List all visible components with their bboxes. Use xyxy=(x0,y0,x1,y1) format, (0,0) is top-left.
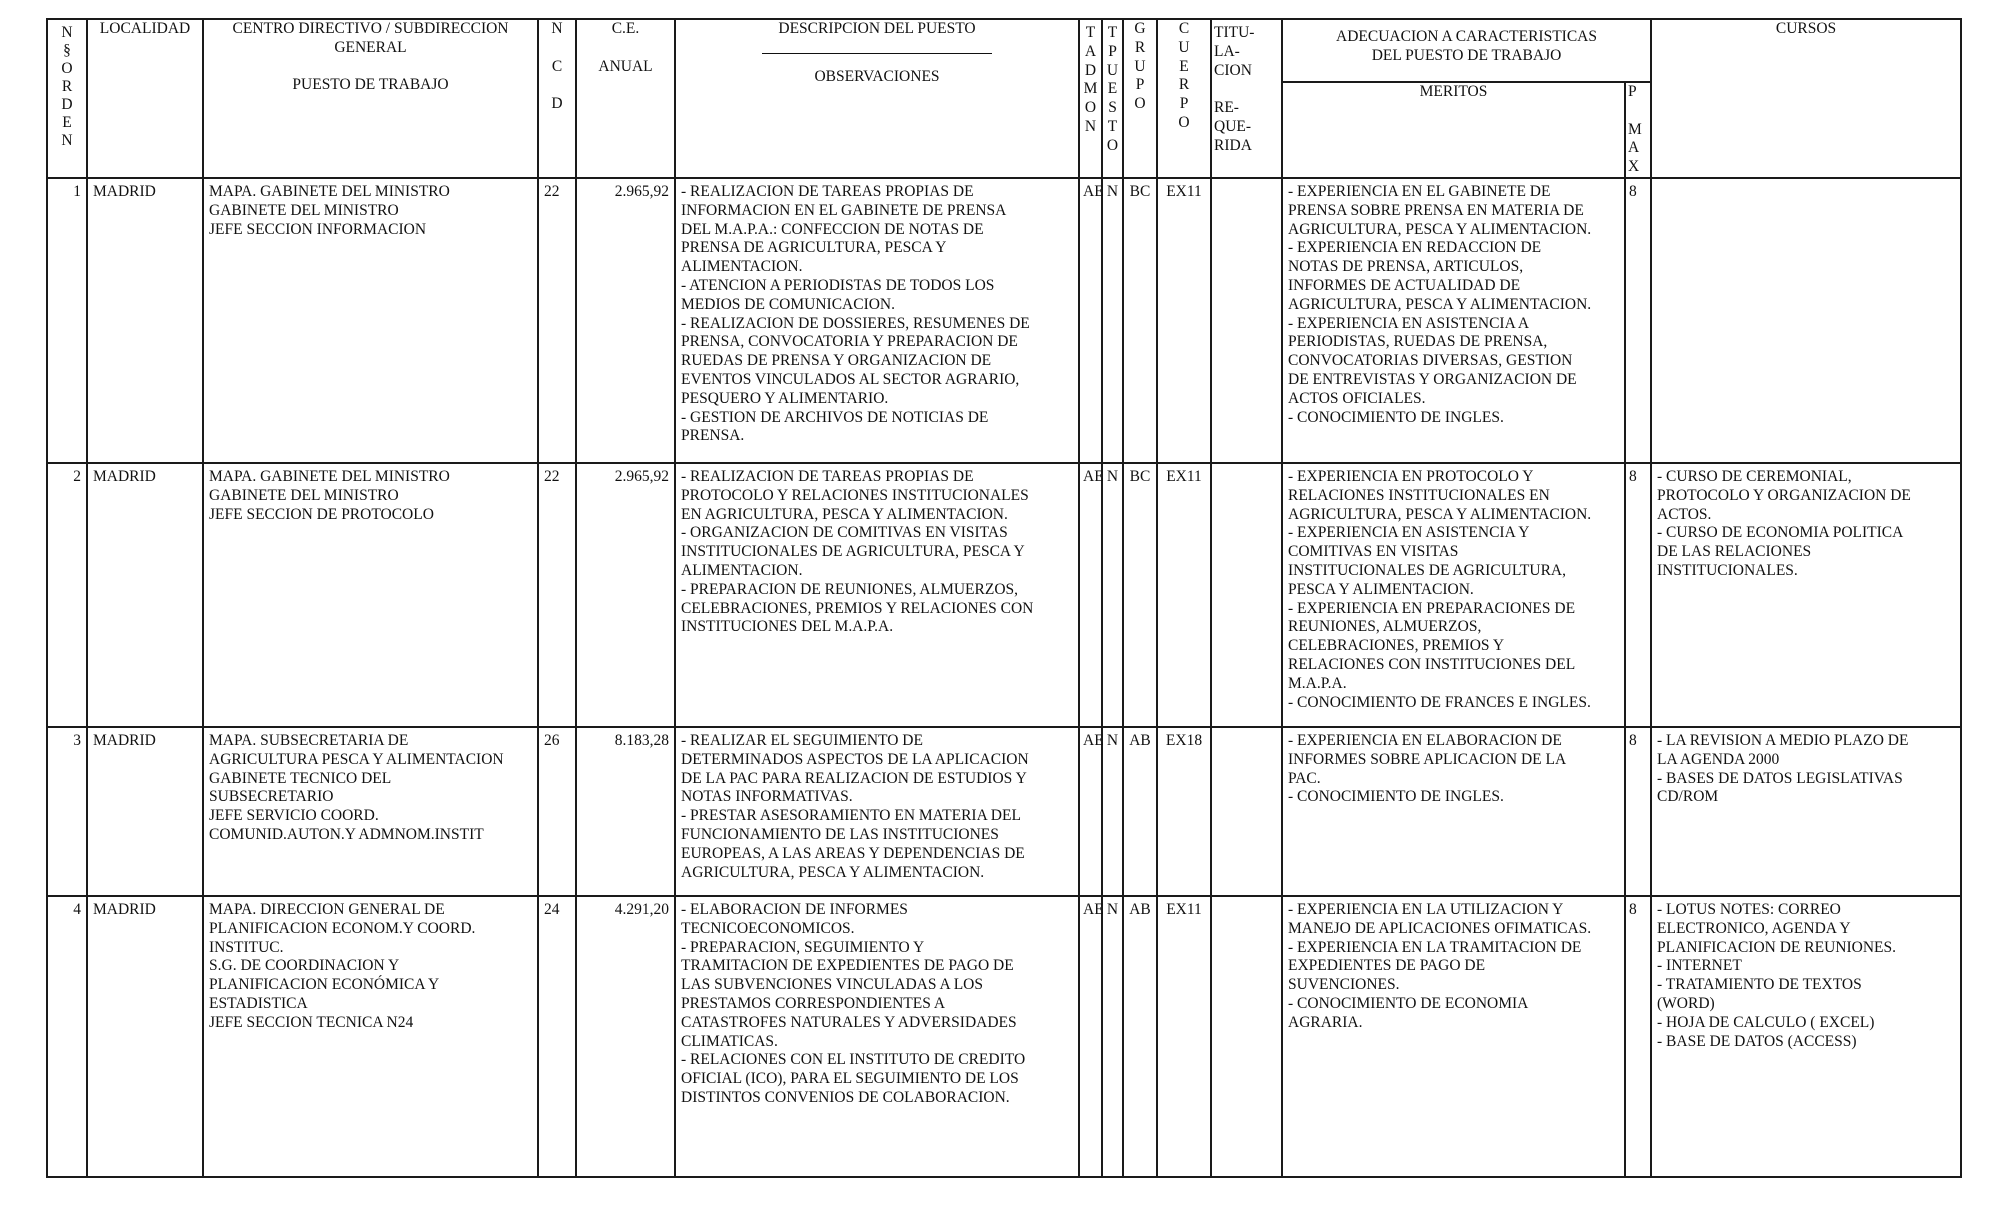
table-row xyxy=(47,896,1961,1177)
header-meritos-text: MERITOS xyxy=(1419,83,1488,100)
header-observaciones-text: OBSERVACIONES xyxy=(814,67,940,85)
row-num-text: 1 xyxy=(73,183,81,200)
row-meritos: - EXPERIENCIA EN LA UTILIZACION Y MANEJO DE APLICACIONES OFIMATICAS. - EXPERIENCIA EN LA TRAMITACION DE EXPEDIENTES DE PAGO DE SUVENCIONES. - CONOCIMIENTO DE ECONOMIA AGRARIA. xyxy=(1282,896,1625,1177)
row-centro: MAPA. SUBSECRETARIA DE AGRICULTURA PESCA Y ALIMENTACION GABINETE TECNICO DEL SUBSECRETARIO JEFE SERVICIO COORD. COMUNID.AUTON.Y ADMNOM.INSTIT xyxy=(203,727,538,896)
header-cursos xyxy=(1651,19,1961,178)
row-num-text: 3 xyxy=(73,732,81,749)
row-localidad xyxy=(87,896,203,1177)
row-ncd xyxy=(538,463,576,727)
header-cuerpo-text: C U E R P O xyxy=(1178,20,1190,131)
header-ncd xyxy=(538,19,576,178)
row-cursos: - LA REVISION A MEDIO PLAZO DE LA AGENDA 2000 - BASES DE DATOS LEGISLATIVAS CD/ROM xyxy=(1651,727,1961,896)
row-ce-text: 8.183,28 xyxy=(614,732,669,749)
row-ncd xyxy=(538,727,576,896)
row-grupo: BC xyxy=(1123,463,1157,727)
header-t-puesto xyxy=(1102,19,1123,178)
row-t-admon: AE xyxy=(1079,727,1102,896)
row-ncd-text: 26 xyxy=(544,732,560,749)
row-titulacion xyxy=(1211,463,1282,727)
row-cuerpo: EX11 xyxy=(1157,896,1211,1177)
row-t-puesto: N xyxy=(1102,463,1123,727)
header-t-admon-text: T A D M O N xyxy=(1083,24,1098,135)
row-t-admon: AE xyxy=(1079,896,1102,1177)
header-descripcion-divider xyxy=(762,53,992,54)
row-t-admon: AE xyxy=(1079,463,1102,727)
row-localidad xyxy=(87,727,203,896)
row-ce xyxy=(576,896,675,1177)
header-meritos xyxy=(1282,82,1625,178)
row-localidad xyxy=(87,463,203,727)
header-grupo xyxy=(1123,19,1157,178)
row-ce-text: 2.965,92 xyxy=(614,468,669,485)
row-t-puesto: N xyxy=(1102,896,1123,1177)
header-adecuacion-text: ADECUACION A CARACTERISTICAS DEL PUESTO DE TRABAJO xyxy=(1336,28,1597,64)
row-num-text: 2 xyxy=(73,468,81,485)
table-row xyxy=(47,463,1961,727)
positions-table xyxy=(46,18,1962,1178)
header-t-admon xyxy=(1079,19,1102,178)
row-pmax: 8 xyxy=(1625,727,1651,896)
header-ce-anual xyxy=(576,19,675,178)
row-cuerpo: EX11 xyxy=(1157,178,1211,463)
row-ncd-text: 22 xyxy=(544,468,560,485)
header-pmax xyxy=(1625,82,1651,178)
header-n-orden xyxy=(47,19,87,178)
row-cursos xyxy=(1651,178,1961,463)
header-pmax-text: P M A X xyxy=(1628,83,1642,176)
header-centro xyxy=(203,19,538,178)
table-body xyxy=(47,178,1961,1177)
row-descripcion: - REALIZACION DE TAREAS PROPIAS DE INFORMACION EN EL GABINETE DE PRENSA DEL M.A.P.A.: CONFECCION DE NOTAS DE PRENSA DE AGRICULTURA, PESCA Y ALIMENTACION. - ATENCION A PERIODISTAS DE TODOS LOS MEDIOS DE COMUNICACION. - REALIZACION DE DOSSIERES, RESUMENES DE PRENSA, CONVOCATORIA Y PREPARACION DE RUEDAS DE PRENSA Y ORGANIZACION DE EVENTOS VINCULADOS AL SECTOR AGRARIO, PESQUERO Y ALIMENTARIO. - GESTION DE ARCHIVOS DE NOTICIAS DE PRENSA. xyxy=(675,178,1079,463)
row-meritos: - EXPERIENCIA EN PROTOCOLO Y RELACIONES INSTITUCIONALES EN AGRICULTURA, PESCA Y ALIMENTACION. - EXPERIENCIA EN ASISTENCIA Y COMITIVAS EN VISITAS INSTITUCIONALES DE AGRICULTURA, PESCA Y ALIMENTACION. - EXPERIENCIA EN PREPARACIONES DE REUNIONES, ALMUERZOS, CELEBRACIONES, PREMIOS Y RELACIONES CON INSTITUCIONES DEL M.A.P.A. - CONOCIMIENTO DE FRANCES E INGLES. xyxy=(1282,463,1625,727)
header-ce-anual-text: C.E. ANUAL xyxy=(598,20,653,75)
header-ncd-text: N C D xyxy=(551,20,563,113)
header-localidad xyxy=(87,19,203,178)
row-titulacion xyxy=(1211,178,1282,463)
table-row xyxy=(47,178,1961,463)
row-ce-text: 4.291,20 xyxy=(614,901,669,918)
row-descripcion: - REALIZACION DE TAREAS PROPIAS DE PROTOCOLO Y RELACIONES INSTITUCIONALES EN AGRICULTURA, PESCA Y ALIMENTACION. - ORGANIZACION DE COMITIVAS EN VISITAS INSTITUCIONALES DE AGRICULTURA, PESCA Y ALIMENTACION. - PREPARACION DE REUNIONES, ALMUERZOS, CELEBRACIONES, PREMIOS Y RELACIONES CON INSTITUCIONES DEL M.A.P.A. xyxy=(675,463,1079,727)
header-descripcion xyxy=(675,19,1079,178)
header-titulacion-text: TITU- LA- CION RE- QUE- RIDA xyxy=(1214,24,1255,154)
header-cursos-text: CURSOS xyxy=(1775,20,1837,37)
row-ce xyxy=(576,178,675,463)
row-ce xyxy=(576,463,675,727)
row-num-text: 4 xyxy=(73,901,81,918)
row-grupo: BC xyxy=(1123,178,1157,463)
row-cursos: - LOTUS NOTES: CORREO ELECTRONICO, AGENDA Y PLANIFICACION DE REUNIONES. - INTERNET - TRATAMIENTO DE TEXTOS (WORD) - HOJA DE CALCULO ( EXCEL) - BASE DE DATOS (ACCESS) xyxy=(1651,896,1961,1177)
header-adecuacion xyxy=(1282,19,1651,82)
header-descripcion-text: DESCRIPCION DEL PUESTO xyxy=(778,20,976,37)
row-descripcion: - REALIZAR EL SEGUIMIENTO DE DETERMINADOS ASPECTOS DE LA APLICACION DE LA PAC PARA REALIZACION DE ESTUDIOS Y NOTAS INFORMATIVAS. - PRESTAR ASESORAMIENTO EN MATERIA DEL FUNCIONAMIENTO DE LAS INSTITUCIONES EUROPEAS, A LAS AREAS Y DEPENDENCIAS DE AGRICULTURA, PESCA Y ALIMENTACION. xyxy=(675,727,1079,896)
row-ce-text: 2.965,92 xyxy=(614,183,669,200)
row-ncd-text: 24 xyxy=(544,901,560,918)
row-num xyxy=(47,463,87,727)
row-num xyxy=(47,896,87,1177)
row-ce xyxy=(576,727,675,896)
header-titulacion xyxy=(1211,19,1282,178)
row-ncd-text: 22 xyxy=(544,183,560,200)
row-grupo: AB xyxy=(1123,896,1157,1177)
row-localidad-text: MADRID xyxy=(93,468,156,485)
row-titulacion xyxy=(1211,896,1282,1177)
row-num xyxy=(47,727,87,896)
row-cuerpo: EX18 xyxy=(1157,727,1211,896)
row-t-puesto: N xyxy=(1102,727,1123,896)
row-centro: MAPA. GABINETE DEL MINISTRO GABINETE DEL MINISTRO JEFE SECCION INFORMACION xyxy=(203,178,538,463)
row-ncd xyxy=(538,178,576,463)
row-t-admon: AE xyxy=(1079,178,1102,463)
row-centro: MAPA. GABINETE DEL MINISTRO GABINETE DEL MINISTRO JEFE SECCION DE PROTOCOLO xyxy=(203,463,538,727)
header-t-puesto-text: T P U E S T O xyxy=(1106,24,1119,154)
row-grupo: AB xyxy=(1123,727,1157,896)
header-grupo-text: G R U P O xyxy=(1134,20,1146,113)
row-cuerpo: EX11 xyxy=(1157,463,1211,727)
header-localidad-text: LOCALIDAD xyxy=(99,20,191,37)
header-n-orden-text: N § O R D E N xyxy=(61,24,73,149)
row-meritos: - EXPERIENCIA EN EL GABINETE DE PRENSA SOBRE PRENSA EN MATERIA DE AGRICULTURA, PESCA Y ALIMENTACION. - EXPERIENCIA EN REDACCION DE NOTAS DE PRENSA, ARTICULOS, INFORMES DE ACTUALIDAD DE AGRICULTURA, PESCA Y ALIMENTACION. - EXPERIENCIA EN ASISTENCIA A PERIODISTAS, RUEDAS DE PRENSA, CONVOCATORIAS DIVERSAS, GESTION DE ENTREVISTAS Y ORGANIZACION DE ACTOS OFICIALES. - CONOCIMIENTO DE INGLES. xyxy=(1282,178,1625,463)
row-cursos: - CURSO DE CEREMONIAL, PROTOCOLO Y ORGANIZACION DE ACTOS. - CURSO DE ECONOMIA POLITICA DE LAS RELACIONES INSTITUCIONALES. xyxy=(1651,463,1961,727)
row-t-puesto: N xyxy=(1102,178,1123,463)
row-localidad xyxy=(87,178,203,463)
row-pmax: 8 xyxy=(1625,178,1651,463)
row-localidad-text: MADRID xyxy=(93,183,156,200)
header-centro-text: CENTRO DIRECTIVO / SUBDIRECCION GENERAL PUESTO DE TRABAJO xyxy=(232,20,509,94)
table-row xyxy=(47,727,1961,896)
row-ncd xyxy=(538,896,576,1177)
row-meritos: - EXPERIENCIA EN ELABORACION DE INFORMES SOBRE APLICACION DE LA PAC. - CONOCIMIENTO DE INGLES. xyxy=(1282,727,1625,896)
row-num xyxy=(47,178,87,463)
row-pmax: 8 xyxy=(1625,896,1651,1177)
row-descripcion: - ELABORACION DE INFORMES TECNICOECONOMICOS. - PREPARACION, SEGUIMIENTO Y TRAMITACION DE EXPEDIENTES DE PAGO DE LAS SUBVENCIONES VINCULADAS A LOS PRESTAMOS CORRESPONDIENTES A CATASTROFES NATURALES Y ADVERSIDADES CLIMATICAS. - RELACIONES CON EL INSTITUTO DE CREDITO OFICIAL (ICO), PARA EL SEGUIMIENTO DE LOS DISTINTOS CONVENIOS DE COLABORACION. xyxy=(675,896,1079,1177)
row-centro: MAPA. DIRECCION GENERAL DE PLANIFICACION ECONOM.Y COORD. INSTITUC. S.G. DE COORDINACION Y PLANIFICACION ECONÓMICA Y ESTADISTICA JEFE SECCION TECNICA N24 xyxy=(203,896,538,1177)
row-pmax: 8 xyxy=(1625,463,1651,727)
row-localidad-text: MADRID xyxy=(93,732,156,749)
header-cuerpo xyxy=(1157,19,1211,178)
row-titulacion xyxy=(1211,727,1282,896)
row-localidad-text: MADRID xyxy=(93,901,156,918)
